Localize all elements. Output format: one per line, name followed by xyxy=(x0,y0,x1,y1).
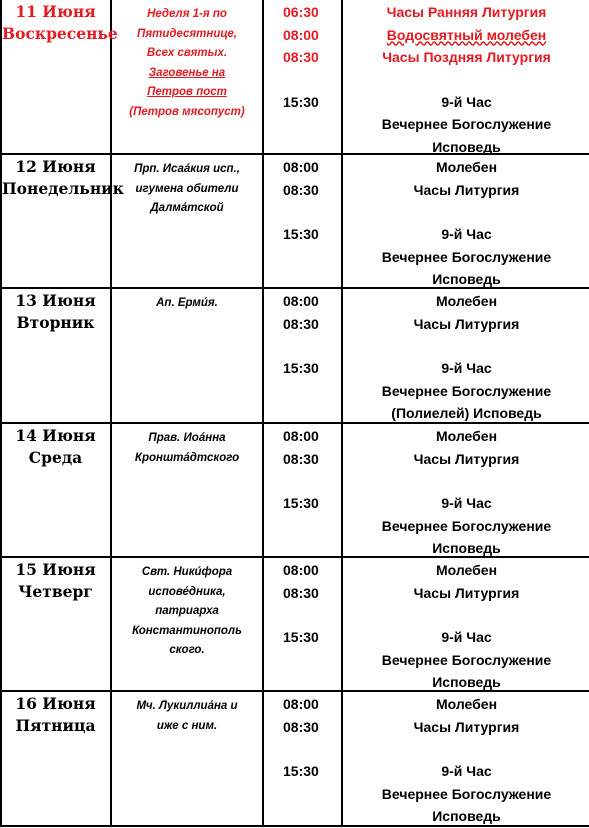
service-name: 9-й Час xyxy=(441,629,492,645)
service-name: 9-й Час xyxy=(441,763,492,779)
service-name: Часы Литургия xyxy=(413,450,520,467)
service-time: 15:30 xyxy=(283,226,319,242)
feast-line: Ап. Ерми́я. xyxy=(156,297,218,309)
day-row xyxy=(0,155,589,287)
day-weekday: Четверг xyxy=(18,582,93,601)
service-name: 9-й Час xyxy=(441,360,492,376)
feast-line: (Петров мясопуст) xyxy=(129,105,245,118)
feast-cell xyxy=(113,558,261,661)
service-time: 08:30 xyxy=(283,450,319,467)
service-name: Исповедь xyxy=(432,540,501,556)
service-cell xyxy=(344,558,589,694)
service-cell xyxy=(344,692,589,828)
service-name: Исповедь xyxy=(432,271,501,287)
service-name: Вечернее Богослужение xyxy=(381,382,552,399)
date-cell xyxy=(2,558,109,603)
feast-line: Заговенье на xyxy=(148,66,226,79)
feast-cell xyxy=(113,0,261,122)
service-time: 08:00 xyxy=(283,26,319,43)
service-name: Молебен xyxy=(435,159,498,175)
service-time: 08:00 xyxy=(283,696,319,712)
service-name: Исповедь xyxy=(432,808,501,824)
service-time: 06:30 xyxy=(283,4,319,20)
feast-line: Прп. Исаа́кия исп., xyxy=(134,163,240,175)
feast-line: Свт. Ники́фора xyxy=(141,566,233,578)
feast-line: иже с ним. xyxy=(156,719,218,732)
service-time: 08:30 xyxy=(283,181,319,198)
service-time: 08:00 xyxy=(283,562,319,578)
service-cell xyxy=(344,0,589,158)
day-weekday: Вторник xyxy=(16,313,95,332)
feast-cell xyxy=(113,424,261,468)
service-time: 08:30 xyxy=(283,584,319,601)
date-cell xyxy=(2,289,109,334)
feast-cell xyxy=(113,289,261,314)
service-name: 9-й Час xyxy=(441,93,492,110)
time-cell xyxy=(265,155,340,246)
service-name: 9-й Час xyxy=(441,226,492,242)
service-time: 15:30 xyxy=(283,629,319,645)
feast-line: Константинополь xyxy=(132,624,242,637)
service-time: 08:30 xyxy=(283,315,319,332)
service-name: Вечернее Богослужение xyxy=(381,116,552,132)
service-name: Водосвятный молебен xyxy=(386,26,547,43)
service-name: (Полиелей) Исповедь xyxy=(391,405,542,421)
feast-line: Всех святых. xyxy=(146,47,228,59)
feast-line: Прав. Иоа́нна xyxy=(148,432,226,444)
service-name: Часы Ранняя Литургия xyxy=(386,4,547,20)
day-row xyxy=(0,692,589,825)
service-name: Молебен xyxy=(435,562,498,578)
service-name: Молебен xyxy=(435,428,498,444)
service-name: Молебен xyxy=(435,293,498,309)
service-name: 9-й Час xyxy=(441,495,492,511)
feast-line: патриарха xyxy=(155,605,219,617)
time-cell xyxy=(265,558,340,649)
service-name: Часы Литургия xyxy=(413,718,520,735)
day-date: 15 Июня xyxy=(15,560,96,579)
day-row xyxy=(0,424,589,556)
day-weekday: Понедельник xyxy=(2,179,124,198)
service-name: Исповедь xyxy=(432,674,501,690)
feast-cell xyxy=(113,155,261,219)
service-time: 15:30 xyxy=(283,763,319,779)
service-name: Вечернее Богослужение xyxy=(381,517,552,534)
day-row xyxy=(0,0,589,153)
service-time: 08:30 xyxy=(283,718,319,735)
feast-line: игумена обители xyxy=(135,182,239,195)
service-cell xyxy=(344,424,589,560)
service-time: 08:30 xyxy=(283,49,319,65)
feast-line: Неделя 1-я по xyxy=(147,8,227,20)
day-weekday: Пятница xyxy=(15,716,96,735)
feast-line: Далма́тской xyxy=(150,202,224,214)
day-date: 13 Июня xyxy=(15,291,96,310)
time-cell xyxy=(265,692,340,783)
service-time: 08:00 xyxy=(283,293,319,309)
date-cell xyxy=(2,424,109,469)
service-name: Исповедь xyxy=(432,138,501,155)
day-date: 12 Июня xyxy=(15,157,96,176)
service-name: Вечернее Богослужение xyxy=(381,651,552,668)
feast-line: испове́дника, xyxy=(148,585,226,598)
day-date: 11 Июня xyxy=(15,2,96,21)
service-time: 15:30 xyxy=(283,495,319,511)
service-name: Часы Литургия xyxy=(413,315,520,332)
service-cell xyxy=(344,289,589,425)
service-cell xyxy=(344,155,589,291)
service-name: Молебен xyxy=(435,696,498,712)
service-name: Часы Литургия xyxy=(413,181,520,198)
service-name: Вечернее Богослужение xyxy=(381,248,552,265)
day-date: 14 Июня xyxy=(15,426,96,445)
time-cell xyxy=(265,0,340,113)
feast-line: Петров пост xyxy=(147,86,227,98)
feast-line: ского. xyxy=(169,644,205,656)
service-name: Вечернее Богослужение xyxy=(381,785,552,802)
service-time: 15:30 xyxy=(283,360,319,376)
feast-line: Кроншта́дтского xyxy=(134,451,240,464)
feast-line: Пятидесятнице, xyxy=(137,27,237,40)
service-time: 08:00 xyxy=(283,159,319,175)
day-date: 16 Июня xyxy=(15,694,96,713)
time-cell xyxy=(265,289,340,380)
day-weekday: Воскресенье xyxy=(2,24,118,43)
date-cell xyxy=(2,155,124,200)
feast-cell xyxy=(113,692,261,736)
day-weekday: Среда xyxy=(28,448,83,467)
date-cell xyxy=(2,692,109,737)
service-name: Часы Литургия xyxy=(413,584,520,601)
day-row xyxy=(0,289,589,422)
time-cell xyxy=(265,424,340,515)
date-cell xyxy=(2,0,118,45)
feast-line: Мч. Лукиллиа́на и xyxy=(136,700,238,712)
service-time: 15:30 xyxy=(283,93,319,110)
service-time: 08:00 xyxy=(283,428,319,444)
service-name: Часы Поздняя Литургия xyxy=(382,49,551,65)
day-row xyxy=(0,558,589,690)
